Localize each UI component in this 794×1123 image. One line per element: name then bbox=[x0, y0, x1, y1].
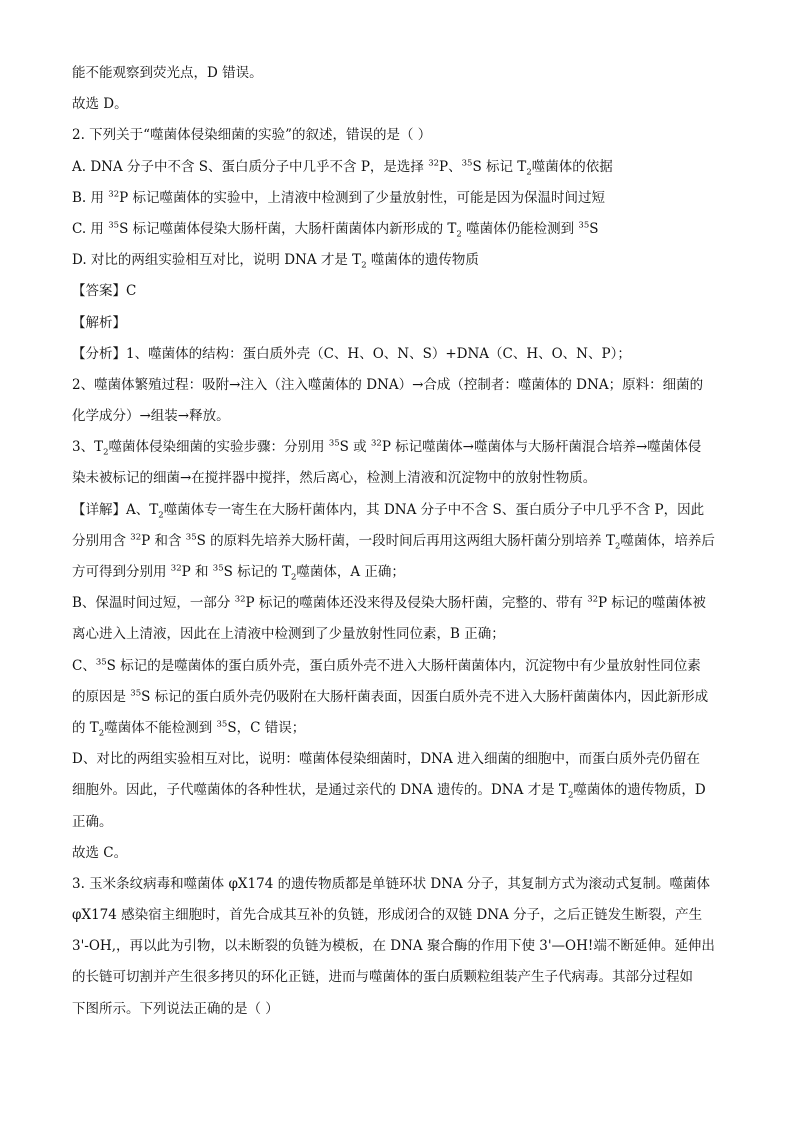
text-segment: B. 用 bbox=[72, 189, 109, 206]
text-line bbox=[72, 89, 722, 120]
text-segment: 化学成分）→组装→释放。 bbox=[72, 408, 230, 425]
text-line bbox=[72, 713, 722, 744]
text-segment: S 标记的是噬菌体的蛋白质外壳，蛋白质外壳不进入大肠杆菌菌体内，沉淀物中有少量放射性同位素 bbox=[106, 657, 701, 674]
text-segment: S 标记的 T bbox=[223, 564, 291, 580]
text-segment: 的 T bbox=[72, 719, 99, 736]
text-segment: 3'-OH,，再以此为引物，以未断裂的负链为模板，在 DNA 聚合酶的作用下使 3'—OH!端不断延伸。延伸出 bbox=[72, 938, 715, 955]
superscript: 32 bbox=[234, 594, 246, 605]
superscript: 32 bbox=[170, 563, 182, 574]
text-line bbox=[72, 432, 722, 463]
text-line bbox=[72, 651, 722, 682]
text-segment: 正确。 bbox=[72, 813, 113, 830]
superscript: 35 bbox=[185, 532, 197, 543]
text-line bbox=[72, 339, 722, 370]
text-segment: 噬菌体的遗传物质，D bbox=[573, 782, 706, 799]
subscript: 2 bbox=[103, 447, 109, 458]
text-segment: 噬菌体，A 正确； bbox=[296, 564, 405, 580]
text-segment: B、保温时间过短，一部分 bbox=[72, 595, 235, 612]
text-segment: 噬菌体专一寄生在大肠杆菌体内，其 DNA 分子中不含 S、蛋白质分子中几乎不含 P，因此 bbox=[163, 501, 705, 518]
document-page bbox=[72, 58, 722, 1025]
text-line bbox=[72, 120, 722, 151]
text-segment: C. 用 bbox=[72, 220, 109, 237]
text-segment: 分别用含 bbox=[72, 532, 131, 549]
text-segment: 2、噬菌体繁殖过程：吸附→注入（注入噬菌体的 DNA）→合成（控制者：噬菌体的 DNA；原料：细菌的 bbox=[72, 376, 704, 393]
text-segment: S bbox=[589, 220, 599, 237]
text-segment: P 标记噬菌体→噬菌体与大肠杆菌混合培养→噬菌体侵 bbox=[381, 439, 702, 456]
text-segment: 【解析】 bbox=[72, 314, 126, 331]
text-line bbox=[72, 245, 722, 276]
superscript: 35 bbox=[108, 220, 120, 231]
text-segment: 2. 下列关于“噬菌体侵染细菌的实验”的叙述，错误的是（ ） bbox=[72, 127, 432, 144]
text-line bbox=[72, 775, 722, 806]
superscript: 32 bbox=[370, 438, 382, 449]
text-line bbox=[72, 619, 722, 650]
text-segment: P 标记的噬菌体被 bbox=[598, 595, 706, 612]
text-segment: A. DNA 分子中不含 S、蛋白质分子中几乎不含 P，是选择 bbox=[72, 158, 429, 175]
text-segment: 故选 D。 bbox=[72, 96, 128, 113]
text-line bbox=[72, 900, 722, 931]
text-line bbox=[72, 276, 722, 307]
text-line bbox=[72, 557, 722, 588]
text-segment: S 标记 T bbox=[472, 158, 527, 175]
text-segment: 细胞外。因此，子代噬菌体的各种性状，是通过亲代的 DNA 遗传的。DNA 才是 T bbox=[72, 782, 568, 799]
superscript: 32 bbox=[428, 158, 440, 169]
text-segment: 【分析】1、噬菌体的结构：蛋白质外壳（C、H、O、N、S）+DNA（C、H、O、N、P）； bbox=[72, 345, 631, 362]
text-line bbox=[72, 495, 722, 526]
text-segment: 噬菌体仍能检测到 bbox=[461, 220, 579, 237]
superscript: 35 bbox=[212, 563, 224, 574]
text-segment: 能不能观察到荧光点，D 错误。 bbox=[72, 65, 263, 81]
text-segment: S 或 bbox=[339, 439, 371, 456]
superscript: 35 bbox=[578, 220, 590, 231]
superscript: 35 bbox=[328, 438, 340, 449]
superscript: 35 bbox=[216, 719, 228, 730]
text-segment: 3、T bbox=[72, 439, 104, 456]
text-segment: 离心进入上清液，因此在上清液中检测到了少量放射性同位素，B 正确； bbox=[72, 626, 505, 643]
superscript: 35 bbox=[461, 158, 473, 169]
text-segment: 噬菌体，培养后 bbox=[620, 532, 715, 549]
subscript: 2 bbox=[456, 229, 462, 240]
text-line bbox=[72, 869, 722, 900]
text-segment: 方可得到分别用 bbox=[72, 564, 171, 580]
text-segment: 【详解】A、T bbox=[72, 501, 159, 518]
subscript: 2 bbox=[614, 541, 621, 552]
text-line bbox=[72, 463, 722, 494]
text-segment: D. 对比的两组实验相互对比，说明 DNA 才是 T bbox=[72, 252, 362, 269]
text-segment: 噬菌体不能检测到 bbox=[104, 719, 217, 736]
text-segment: 噬菌体的遗传物质 bbox=[366, 252, 479, 269]
text-segment: 3. 玉米条纹病毒和噬菌体 φX174 的遗传物质都是单链环状 DNA 分子，其复制方式为滚动式复制。噬菌体 bbox=[72, 875, 711, 892]
subscript: 2 bbox=[567, 791, 574, 801]
text-line bbox=[72, 838, 722, 869]
text-segment: S 的原料先培养大肠杆菌，一段时间后再用这两组大肠杆菌分别培养 T bbox=[196, 532, 615, 549]
text-line bbox=[72, 807, 722, 838]
text-segment: 下图所示。下列说法正确的是（ ） bbox=[72, 1000, 279, 1017]
text-segment: 噬菌体的依据 bbox=[531, 158, 613, 175]
text-line bbox=[72, 370, 722, 401]
text-segment: S 标记的蛋白质外壳仍吸附在大肠杆菌表面，因蛋白质外壳不进入大肠杆菌菌体内，因此新形成 bbox=[141, 688, 709, 705]
subscript: 2 bbox=[158, 510, 164, 521]
text-line bbox=[72, 401, 722, 432]
text-segment: D、对比的两组实验相互对比，说明：噬菌体侵染细菌时，DNA 进入细菌的细胞中，而蛋白质外壳仍留在 bbox=[72, 751, 700, 768]
subscript: 2 bbox=[98, 728, 105, 739]
superscript: 32 bbox=[587, 594, 599, 605]
text-line bbox=[72, 58, 722, 89]
text-segment: 故选 C。 bbox=[72, 844, 128, 861]
superscript: 35 bbox=[95, 657, 107, 668]
text-segment: 噬菌体侵染细菌的实验步骤：分别用 bbox=[108, 439, 329, 456]
text-line bbox=[72, 682, 722, 713]
text-segment: 的长链可切割并产生很多拷贝的环化正链，进而与噬菌体的蛋白质颗粒组装产生子代病毒。其部分过程如 bbox=[72, 969, 693, 986]
superscript: 32 bbox=[108, 189, 120, 200]
superscript: 32 bbox=[130, 532, 142, 543]
text-segment: 的原因是 bbox=[72, 688, 131, 705]
text-line bbox=[72, 744, 722, 775]
text-segment: P 和 bbox=[181, 564, 213, 580]
subscript: 2 bbox=[361, 260, 367, 271]
text-segment: C、 bbox=[72, 657, 96, 674]
text-line bbox=[72, 308, 722, 339]
text-line bbox=[72, 152, 722, 183]
text-line bbox=[72, 183, 722, 214]
text-segment: P、 bbox=[439, 158, 462, 175]
text-line bbox=[72, 526, 722, 557]
text-segment: 染未被标记的细菌→在搅拌器中搅拌，然后离心，检测上清液和沉淀物中的放射性物质。 bbox=[72, 470, 597, 487]
text-segment: P 标记的噬菌体还没来得及侵染大肠杆菌，完整的、带有 bbox=[245, 595, 588, 612]
text-segment: P 和含 bbox=[141, 532, 186, 549]
text-segment: φX174 感染宿主细胞时，首先合成其互补的负链，形成闭合的双链 DNA 分子，之后正链发生断裂，产生 bbox=[72, 907, 703, 924]
subscript: 2 bbox=[290, 572, 297, 583]
text-segment: S 标记噬菌体侵染大肠杆菌，大肠杆菌菌体内新形成的 T bbox=[119, 220, 457, 237]
text-line bbox=[72, 214, 722, 245]
text-line bbox=[72, 588, 722, 619]
text-segment: 【答案】C bbox=[72, 283, 137, 300]
superscript: 35 bbox=[130, 688, 142, 699]
text-line bbox=[72, 931, 722, 962]
text-segment: S，C 错误； bbox=[227, 719, 306, 736]
text-line bbox=[72, 994, 722, 1025]
text-segment: P 标记噬菌体的实验中，上清液中检测到了少量放射性，可能是因为保温时间过短 bbox=[119, 189, 605, 206]
subscript: 2 bbox=[526, 167, 532, 178]
text-line bbox=[72, 962, 722, 993]
